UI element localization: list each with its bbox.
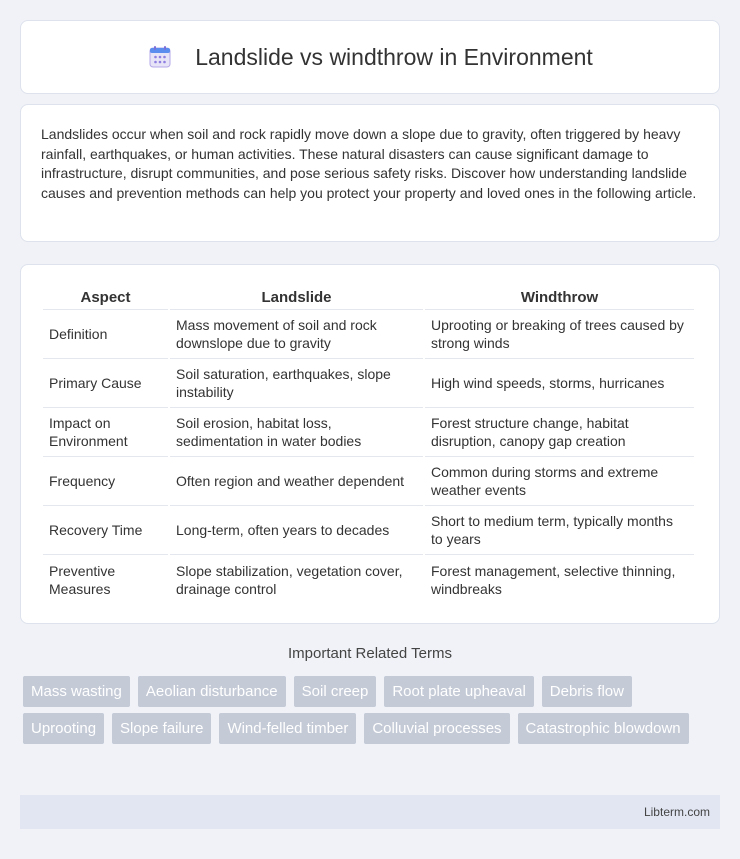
related-term-tag[interactable]: Colluvial processes: [364, 713, 509, 744]
windthrow-cell: High wind speeds, storms, hurricanes: [425, 359, 694, 408]
related-term-tag[interactable]: Debris flow: [542, 676, 632, 707]
related-term-tag[interactable]: Mass wasting: [23, 676, 130, 707]
aspect-cell: Primary Cause: [43, 359, 168, 408]
table-row: [43, 408, 694, 457]
related-term-tag[interactable]: Root plate upheaval: [384, 676, 533, 707]
related-term-tag[interactable]: Wind-felled timber: [219, 713, 356, 744]
related-term-tag[interactable]: Uprooting: [23, 713, 104, 744]
landslide-cell: Soil erosion, habitat loss, sedimentation in water bodies: [170, 408, 423, 457]
landslide-cell: Soil saturation, earthquakes, slope instability: [170, 359, 423, 408]
footer: [20, 795, 720, 829]
table-row: [43, 457, 694, 506]
windthrow-cell: Forest management, selective thinning, windbreaks: [431, 562, 676, 597]
related-term-tag[interactable]: Slope failure: [112, 713, 211, 744]
landslide-cell: Often region and weather dependent: [170, 457, 423, 506]
table-header-row: [43, 285, 694, 310]
table-row: [43, 555, 694, 604]
table-row: [43, 310, 694, 359]
related-term-tag[interactable]: Catastrophic blowdown: [518, 713, 689, 744]
aspect-cell: Frequency: [43, 457, 168, 506]
related-term-tag[interactable]: Soil creep: [294, 676, 377, 707]
intro-card: [20, 104, 720, 242]
landslide-cell: Long-term, often years to decades: [170, 506, 423, 555]
header-aspect: Aspect: [43, 285, 168, 310]
table-row: [43, 359, 694, 408]
aspect-cell: Impact on Environment: [43, 408, 168, 457]
windthrow-cell: Short to medium term, typically months to years: [425, 506, 694, 555]
related-term-tag[interactable]: Aeolian disturbance: [138, 676, 286, 707]
calendar-icon: [147, 44, 173, 70]
windthrow-cell: Uprooting or breaking of trees caused by strong winds: [425, 310, 694, 359]
header-landslide: Landslide: [170, 285, 423, 310]
header-card: [20, 20, 720, 94]
header-windthrow: Windthrow: [425, 285, 694, 310]
landslide-cell: Slope stabilization, vegetation cover, drainage control: [176, 562, 403, 597]
comparison-table: [41, 285, 696, 604]
aspect-cell: Preventive Measures: [49, 562, 116, 597]
page-title: Landslide vs windthrow in Environment: [195, 43, 593, 70]
footer-site-link[interactable]: Libterm.com: [643, 805, 710, 819]
comparison-card: [20, 264, 720, 624]
related-terms-title: Important Related Terms: [288, 645, 452, 662]
windthrow-cell: Common during storms and extreme weather events: [425, 457, 694, 506]
related-terms-list: [23, 676, 723, 750]
intro-text: Landslides occur when soil and rock rapidly move down a slope due to gravity, often triggered by heavy rainfall, earthquakes, or human activities. These natural disasters can cause significant damage to infrastructure, disrupt communities, and pose serious safety risks. Discover how understanding landslide causes and prevention methods can help you protect your property and loved ones in the following article.: [41, 126, 697, 201]
table-row: [43, 506, 694, 555]
windthrow-cell: Forest structure change, habitat disruption, canopy gap creation: [425, 408, 694, 457]
aspect-cell: Definition: [43, 310, 168, 359]
aspect-cell: Recovery Time: [43, 506, 168, 555]
landslide-cell: Mass movement of soil and rock downslope due to gravity: [170, 310, 423, 359]
